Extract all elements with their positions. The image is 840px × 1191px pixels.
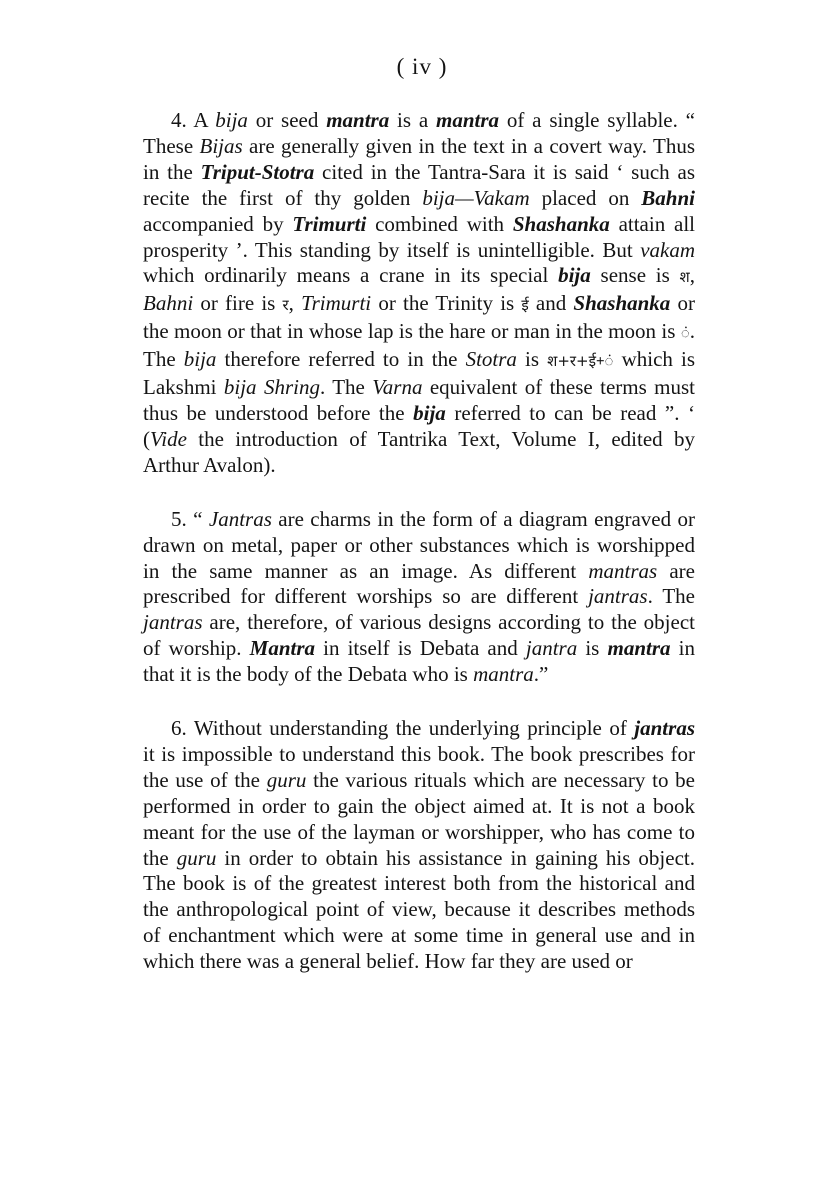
text-run: which is Lakshmi xyxy=(143,347,695,400)
text-run: or seed xyxy=(247,108,327,132)
italic-term: jantras xyxy=(588,584,648,609)
text-run: or the moon or that in whose lap is the hare or man in the moon is xyxy=(143,291,695,344)
italic-term: Triput-Stotra xyxy=(200,159,315,184)
text-run: and xyxy=(528,291,574,316)
italic-term: vakam xyxy=(640,237,695,262)
text-run: attain all prosperity ’. This standing by itself is unintelligible. But xyxy=(143,211,696,262)
text-run: A xyxy=(186,108,216,132)
text-run: placed on xyxy=(529,185,642,210)
text-run: therefore referred to in the xyxy=(216,347,466,372)
italic-term: mantra xyxy=(436,108,500,132)
text-run: the introduction of Tantrika Text, Volume I, edited by Arthur Avalon). xyxy=(143,426,695,477)
text-run: , xyxy=(689,263,695,288)
italic-term: Bahni xyxy=(143,291,194,316)
text-run: . The xyxy=(647,584,695,609)
text-run: . The xyxy=(319,375,373,400)
italic-term: jantras xyxy=(143,610,203,635)
italic-term: mantra xyxy=(607,636,671,661)
italic-term: mantra xyxy=(473,662,534,687)
text-run: the various rituals which are necessary to be performed in order to gain the object aimed at. It is not a book meant for the use of the layman or worshipper, who has come to the xyxy=(143,767,695,870)
italic-term: mantras xyxy=(588,558,658,583)
italic-term: jantra xyxy=(525,636,578,661)
text-run: accompanied by xyxy=(143,211,293,236)
devanagari-glyph: श+र+ई+ं xyxy=(547,352,614,371)
italic-term: Mantra xyxy=(249,636,316,661)
italic-term: bija—Vakam xyxy=(422,185,530,210)
paragraph-number: 5. xyxy=(171,506,187,531)
text-run: is a xyxy=(389,108,437,132)
italic-term: bija xyxy=(215,108,248,132)
text-run: . The xyxy=(143,319,695,372)
page-number: ( iv ) xyxy=(396,54,448,79)
text-run: in itself is Debata and xyxy=(315,636,526,661)
text-run: .” xyxy=(533,662,549,687)
text-run: , xyxy=(288,291,302,316)
italic-term: guru xyxy=(266,767,307,792)
text-run: sense is xyxy=(590,263,680,288)
text-run: combined with xyxy=(366,211,513,236)
italic-term: Stotra xyxy=(465,347,517,372)
text-run: is xyxy=(516,347,548,372)
paragraph-4 xyxy=(143,108,695,479)
paragraph-number: 6. xyxy=(171,716,187,741)
paragraph-number: 4. xyxy=(171,108,187,132)
italic-term: bija xyxy=(183,347,217,372)
italic-term: Vide xyxy=(150,426,187,451)
text-run: are generally given in the text in a covert way. Thus in the xyxy=(143,133,695,184)
italic-term: bija Shring xyxy=(223,375,320,400)
italic-term: Trimurti xyxy=(292,211,367,236)
text-run: are, therefore, of various designs according to the object of worship. xyxy=(143,610,695,661)
text-run: or fire is xyxy=(193,291,283,316)
text-run: cited in the Tantra-Sara it is said ‘ such as recite the first of thy golden xyxy=(143,159,695,210)
text-run: which ordinarily means a crane in its special xyxy=(143,263,559,288)
italic-term: mantra xyxy=(326,108,390,132)
italic-term: bija xyxy=(558,263,591,288)
italic-term: Jantras xyxy=(208,506,272,531)
text-run: are prescribed for different worships so are different xyxy=(143,558,695,609)
italic-term: bija xyxy=(413,400,446,425)
devanagari-glyph: श xyxy=(679,268,690,287)
text-run: it is impossible to understand this book. The book prescribes for the use of the xyxy=(143,741,695,792)
devanagari-glyph: ं xyxy=(680,324,690,343)
italic-term: Shashanka xyxy=(512,211,610,236)
text-run: in order to obtain his assistance in gaining his object. The book is of the greatest interest both from the historical and the anthropological point of view, because it describes methods of enchantment which were at some time in general use and in which there was a general belief. How far they are used or xyxy=(143,845,695,974)
text-run: is xyxy=(577,636,608,661)
devanagari-glyph: ई xyxy=(521,296,529,315)
italic-term: Bijas xyxy=(199,133,243,158)
devanagari-glyph: र xyxy=(282,296,289,315)
italic-term: jantras xyxy=(634,716,695,741)
paragraph-5 xyxy=(143,507,695,688)
text-run: Without understanding the underlying principle of xyxy=(186,716,635,741)
text-run: are charms in the form of a diagram engraved or drawn on metal, paper or other substances which is worshipped in the same manner as an image. As different xyxy=(143,506,695,583)
italic-term: guru xyxy=(176,845,217,870)
text-run: referred to can be read ”. ‘ ( xyxy=(143,400,695,451)
italic-term: Varna xyxy=(372,375,423,400)
text-run: in that it is the body of the Debata who is xyxy=(143,636,695,687)
italic-term: Bahni xyxy=(641,185,695,210)
paragraph-6 xyxy=(143,716,695,975)
italic-term: Shashanka xyxy=(573,291,671,316)
text-run: equivalent of these terms must thus be understood before the xyxy=(143,375,695,425)
text-run: or the Trinity is xyxy=(371,291,522,316)
text-run: of a single syllable. “ These xyxy=(143,108,696,158)
italic-term: Trimurti xyxy=(301,291,372,316)
text-run: “ xyxy=(186,506,209,531)
